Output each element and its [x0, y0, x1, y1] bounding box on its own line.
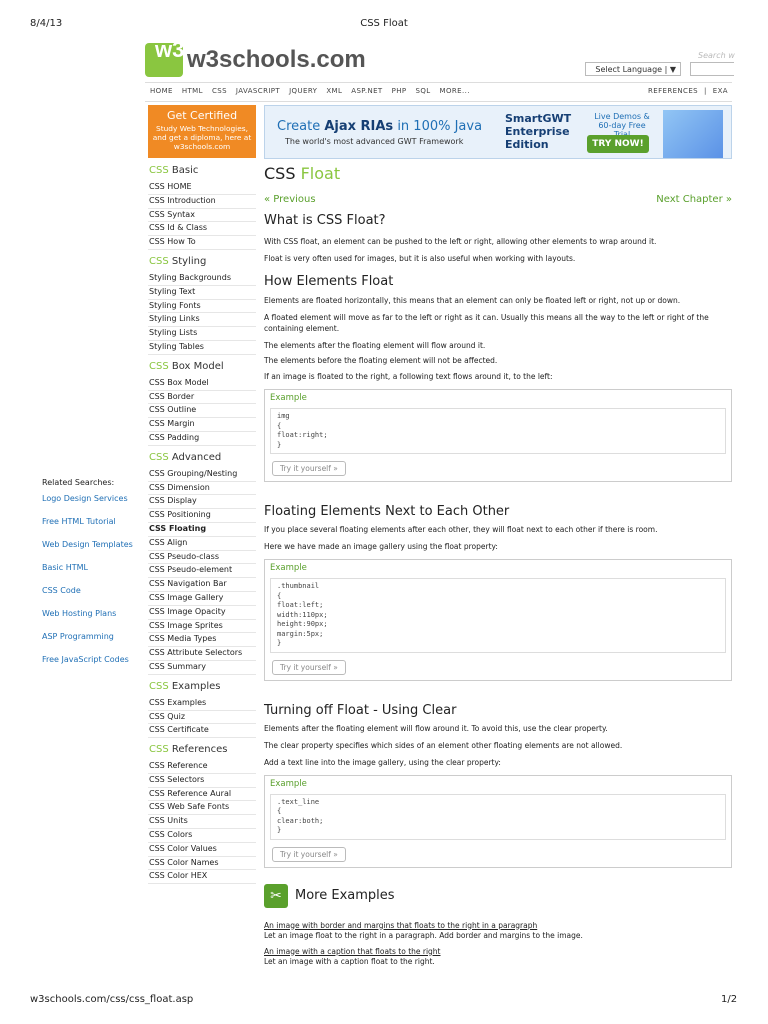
sidebar-section-title: CSS References [149, 744, 228, 756]
topnav-item[interactable]: MORE... [439, 87, 470, 95]
example-label: Example [270, 778, 307, 789]
topnav-item[interactable]: HTML [181, 87, 203, 95]
get-certified-banner[interactable] [148, 105, 256, 158]
example-link-description: Let an image float to the right in a paragraph. Add border and margins to the image. [264, 930, 583, 940]
related-search-link[interactable]: CSS Code [42, 586, 81, 595]
sidebar-item[interactable]: CSS Outline [148, 404, 256, 418]
sidebar-item[interactable]: CSS Color Names [148, 857, 256, 871]
sidebar-item[interactable]: Styling Links [148, 313, 256, 327]
topnav-item[interactable]: ASP.NET [351, 87, 383, 95]
sidebar-item[interactable]: CSS Selectors [148, 774, 256, 788]
topnav-item[interactable]: JAVASCRIPT [235, 87, 281, 95]
paragraph: The elements after the floating element will flow around it. [264, 341, 486, 350]
sidebar-item[interactable]: CSS Quiz [148, 711, 256, 725]
topnav-item[interactable]: XML [326, 87, 343, 95]
sidebar-nav [148, 164, 256, 884]
sidebar-item[interactable]: CSS Reference Aural [148, 788, 256, 802]
sidebar-item[interactable]: CSS Margin [148, 418, 256, 432]
paragraph: Elements after the floating element will flow around it. To avoid this, use the clear property. [264, 723, 608, 733]
sidebar-item[interactable]: CSS HOME [148, 181, 256, 195]
related-search-link[interactable]: Basic HTML [42, 563, 88, 572]
sidebar-item[interactable]: CSS Units [148, 815, 256, 829]
print-title: CSS Float [360, 18, 408, 29]
example-box [264, 559, 732, 681]
sidebar-item[interactable]: Styling Lists [148, 327, 256, 341]
previous-link[interactable]: « Previous [264, 194, 316, 205]
paragraph: The clear property specifies which sides of an element other floating elements are not allowed. [264, 740, 623, 750]
section-title: Turning off Float - Using Clear [264, 702, 457, 718]
sidebar-item[interactable]: CSS Navigation Bar [148, 578, 256, 592]
sidebar-item[interactable]: CSS Introduction [148, 195, 256, 209]
section-title: Floating Elements Next to Each Other [264, 504, 510, 519]
code-block: .text_line { clear:both; } [270, 794, 726, 840]
logo-text: w3schools.com [187, 46, 366, 73]
more-examples-title: More Examples [295, 888, 395, 903]
example-link[interactable]: An image with border and margins that floats to the right in a paragraph [264, 920, 538, 930]
related-search-link[interactable]: Free JavaScript Codes [42, 655, 129, 664]
paragraph: Float is very often used for images, but it is also useful when working with layouts. [264, 254, 576, 263]
paragraph: Add a text line into the image gallery, using the clear property: [264, 757, 501, 767]
topnav-item[interactable]: EXA [712, 87, 728, 95]
sidebar-item[interactable]: CSS Grouping/Nesting [148, 468, 256, 482]
sidebar-item[interactable]: CSS Syntax [148, 209, 256, 223]
sidebar-item[interactable]: CSS Border [148, 391, 256, 405]
example-label: Example [270, 393, 307, 403]
print-page-number: 1/2 [721, 994, 738, 1005]
sidebar-section-title: CSS Box Model [149, 360, 224, 372]
next-chapter-link[interactable]: Next Chapter » [656, 194, 732, 205]
related-search-link[interactable]: Logo Design Services [42, 494, 128, 503]
paragraph: With CSS float, an element can be pushed to the left or right, allowing other elements to wrap around it. [264, 237, 657, 246]
related-searches [42, 478, 140, 677]
sidebar-item[interactable]: CSS Positioning [148, 509, 256, 523]
topnav-item[interactable]: CSS [211, 87, 227, 95]
pager [264, 194, 732, 205]
topnav-item[interactable]: HOME [150, 87, 173, 95]
sidebar-item[interactable]: CSS Image Opacity [148, 606, 256, 620]
code-block: img { float:right; } [270, 408, 726, 454]
sidebar-item[interactable]: CSS Pseudo-element [148, 564, 256, 578]
print-date: 8/4/13 [30, 18, 63, 29]
sidebar-item[interactable]: CSS Colors [148, 829, 256, 843]
topnav-item[interactable]: REFERENCES [648, 87, 699, 95]
sidebar-item[interactable]: CSS Examples [148, 697, 256, 711]
sidebar-item[interactable]: Styling Tables [148, 341, 256, 355]
sidebar-section-title: CSS Examples [149, 680, 221, 692]
sidebar-item[interactable]: CSS Web Safe Fonts [148, 801, 256, 815]
search-placeholder: Search w [698, 51, 735, 60]
ad-subline: The world's most advanced GWT Framework [285, 137, 464, 146]
sidebar-item[interactable]: CSS Image Sprites [148, 620, 256, 634]
try-it-yourself-button[interactable]: Try it yourself » [272, 461, 346, 476]
sidebar-item[interactable]: CSS Attribute Selectors [148, 647, 256, 661]
print-url: w3schools.com/css/css_float.asp [30, 994, 194, 1005]
top-nav [145, 82, 732, 102]
sidebar-item[interactable]: CSS Color Values [148, 843, 256, 857]
sidebar-item[interactable]: CSS Box Model [148, 377, 256, 391]
more-examples-header [264, 884, 732, 908]
example-box [264, 775, 732, 868]
ad-headline: Create Ajax RIAs in 100% Java [277, 119, 483, 134]
sidebar-item[interactable]: CSS Id & Class [148, 222, 256, 236]
try-it-yourself-button[interactable]: Try it yourself » [272, 847, 346, 862]
related-search-link[interactable]: Web Design Templates [42, 540, 133, 549]
page-title: CSS Float [264, 164, 341, 183]
ad-try-now-button[interactable]: TRY NOW! [587, 135, 649, 153]
sidebar-item[interactable]: CSS Pseudo-class [148, 551, 256, 565]
sidebar-item[interactable]: CSS Certificate [148, 724, 256, 738]
sidebar-section-title: CSS Advanced [149, 451, 222, 463]
sidebar-item[interactable]: CSS Color HEX [148, 870, 256, 884]
topnav-item[interactable]: JQUERY [289, 87, 318, 95]
paragraph: A floated element will move as far to the left or right as it can. Usually this means all the way to the left or right of the containing element. [264, 313, 709, 333]
logo[interactable] [145, 37, 366, 80]
paragraph: Here we have made an image gallery using the float property: [264, 542, 498, 551]
cert-title: Get Certified [166, 109, 238, 122]
sidebar-item[interactable]: CSS Align [148, 537, 256, 551]
ad-banner[interactable] [264, 105, 732, 159]
try-it-yourself-button[interactable]: Try it yourself » [272, 660, 346, 675]
sidebar-item[interactable]: CSS Summary [148, 661, 256, 675]
cert-text: Study Web Technologies, and get a diploma, here at w3schools.com [152, 124, 252, 151]
related-search-link[interactable]: Web Hosting Plans [42, 609, 117, 618]
sidebar-item[interactable]: CSS Reference [148, 760, 256, 774]
paragraph: If an image is floated to the right, a following text flows around it, to the left: [264, 372, 553, 381]
sidebar-item[interactable]: CSS Media Types [148, 633, 256, 647]
sidebar-item[interactable]: CSS Floating [148, 523, 256, 537]
language-select[interactable]: Select Language | ▼ [585, 62, 681, 76]
paragraph: If you place several floating elements after each other, they will float next to each other if there is room. [264, 525, 658, 534]
scissors-icon: ✂ [264, 884, 288, 908]
related-search-link[interactable]: ASP Programming [42, 632, 114, 641]
paragraph: Elements are floated horizontally, this means that an element can only be floated left or right, not up or down. [264, 296, 681, 305]
sidebar-section-title: CSS Styling [149, 255, 207, 267]
sidebar-item[interactable]: Styling Backgrounds [148, 272, 256, 286]
topnav-divider: | [704, 87, 707, 95]
sidebar-item[interactable]: Styling Fonts [148, 300, 256, 314]
paragraph: The elements before the floating element will not be affected. [264, 356, 498, 365]
topnav-item[interactable]: PHP [391, 87, 407, 95]
sidebar-item[interactable]: CSS How To [148, 236, 256, 250]
sidebar-item[interactable]: CSS Padding [148, 432, 256, 446]
search-input[interactable] [690, 62, 734, 76]
sidebar-item[interactable]: CSS Dimension [148, 482, 256, 496]
logo-mark: w3 [145, 43, 183, 77]
example-box [264, 389, 732, 482]
related-search-link[interactable]: Free HTML Tutorial [42, 517, 116, 526]
code-block: .thumbnail { float:left; width:110px; height:90px; margin:5px; } [270, 578, 726, 653]
ad-cube-graphic [663, 110, 723, 158]
section-title: What is CSS Float? [264, 213, 386, 228]
sidebar-item[interactable]: Styling Text [148, 286, 256, 300]
ad-note: Live Demos & 60-day Free [594, 112, 650, 130]
sidebar-section-title: CSS Basic [149, 165, 199, 176]
example-link-description: Let an image with a caption float to the right. [264, 956, 435, 966]
related-heading: Related Searches: [42, 478, 115, 487]
section-title: How Elements Float [264, 274, 394, 289]
topnav-item[interactable]: SQL [415, 87, 431, 95]
sidebar-item[interactable]: CSS Image Gallery [148, 592, 256, 606]
sidebar-item[interactable]: CSS Display [148, 495, 256, 509]
example-label: Example [270, 563, 307, 573]
main-content [264, 164, 732, 967]
example-link[interactable]: An image with a caption that floats to the right [264, 946, 441, 956]
ad-product: SmartGWT Enterprise Edition [505, 112, 572, 151]
